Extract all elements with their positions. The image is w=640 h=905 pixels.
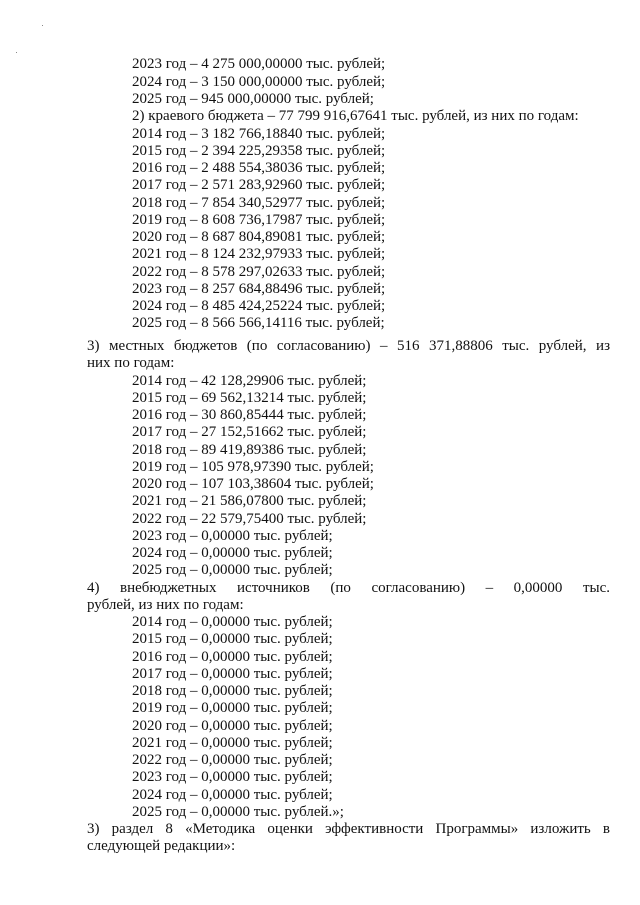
text-line: 2016 год – 0,00000 тыс. рублей; xyxy=(132,649,333,665)
text-line: 2020 год – 8 687 804,89081 тыс. рублей; xyxy=(132,229,386,245)
text-line: 2023 год – 4 275 000,00000 тыс. рублей; xyxy=(132,56,386,72)
text-line: 2024 год – 0,00000 тыс. рублей; xyxy=(132,545,333,561)
text-line: 2014 год – 3 182 766,18840 тыс. рублей; xyxy=(132,126,386,142)
text-line: 2) краевого бюджета – 77 799 916,67641 тыс. рублей, из них по годам: xyxy=(132,108,579,124)
paragraph-line: 3) местных бюджетов (по согласованию) – 516 371,88806 тыс. рублей, из xyxy=(87,338,610,354)
text-line: 2019 год – 8 608 736,17987 тыс. рублей; xyxy=(132,212,386,228)
text-line: 2025 год – 8 566 566,14116 тыс. рублей; xyxy=(132,315,385,331)
text-line: 2016 год – 30 860,85444 тыс. рублей; xyxy=(132,407,367,423)
text-line: 2014 год – 0,00000 тыс. рублей; xyxy=(132,614,333,630)
paragraph-line: 3) раздел 8 «Методика оценки эффективности Программы» изложить в xyxy=(87,821,610,837)
text-line: 2015 год – 69 562,13214 тыс. рублей; xyxy=(132,390,367,406)
text-line: 2015 год – 2 394 225,29358 тыс. рублей; xyxy=(132,143,386,159)
text-line: 2021 год – 8 124 232,97933 тыс. рублей; xyxy=(132,246,386,262)
text-line: 2024 год – 0,00000 тыс. рублей; xyxy=(132,787,333,803)
text-line: 2022 год – 0,00000 тыс. рублей; xyxy=(132,752,333,768)
text-line: 2023 год – 0,00000 тыс. рублей; xyxy=(132,528,333,544)
text-line: 2024 год – 3 150 000,00000 тыс. рублей; xyxy=(132,74,386,90)
text-line: 2017 год – 27 152,51662 тыс. рублей; xyxy=(132,424,367,440)
text-line: 2021 год – 21 586,07800 тыс. рублей; xyxy=(132,493,367,509)
text-line: 2025 год – 945 000,00000 тыс. рублей; xyxy=(132,91,374,107)
text-line: 2016 год – 2 488 554,38036 тыс. рублей; xyxy=(132,160,386,176)
text-line: 2024 год – 8 485 424,25224 тыс. рублей; xyxy=(132,298,386,314)
paragraph-line: 4) внебюджетных источников (по согласованию) – 0,00000 тыс. xyxy=(87,580,610,596)
text-line: 2021 год – 0,00000 тыс. рублей; xyxy=(132,735,333,751)
text-line: 2020 год – 0,00000 тыс. рублей; xyxy=(132,718,333,734)
text-line: 2023 год – 0,00000 тыс. рублей; xyxy=(132,769,333,785)
text-line: 2022 год – 22 579,75400 тыс. рублей; xyxy=(132,511,367,527)
paragraph-line: них по годам: xyxy=(87,355,175,371)
text-line: 2018 год – 7 854 340,52977 тыс. рублей; xyxy=(132,195,386,211)
text-line: 2025 год – 0,00000 тыс. рублей; xyxy=(132,562,333,578)
paragraph-line: следующей редакции»: xyxy=(87,838,236,854)
text-line: 2017 год – 2 571 283,92960 тыс. рублей; xyxy=(132,177,386,193)
scan-speck xyxy=(16,52,17,53)
text-line: 2022 год – 8 578 297,02633 тыс. рублей; xyxy=(132,264,386,280)
text-line: 2020 год – 107 103,38604 тыс. рублей; xyxy=(132,476,374,492)
text-line: 2019 год – 0,00000 тыс. рублей; xyxy=(132,700,333,716)
scan-speck xyxy=(42,25,43,26)
text-line: 2019 год – 105 978,97390 тыс. рублей; xyxy=(132,459,374,475)
text-line: 2017 год – 0,00000 тыс. рублей; xyxy=(132,666,333,682)
text-line: 2018 год – 0,00000 тыс. рублей; xyxy=(132,683,333,699)
paragraph-line: рублей, из них по годам: xyxy=(87,597,244,613)
text-line: 2014 год – 42 128,29906 тыс. рублей; xyxy=(132,373,367,389)
text-line: 2015 год – 0,00000 тыс. рублей; xyxy=(132,631,333,647)
text-line: 2023 год – 8 257 684,88496 тыс. рублей; xyxy=(132,281,386,297)
text-line: 2025 год – 0,00000 тыс. рублей.»; xyxy=(132,804,344,820)
text-line: 2018 год – 89 419,89386 тыс. рублей; xyxy=(132,442,367,458)
